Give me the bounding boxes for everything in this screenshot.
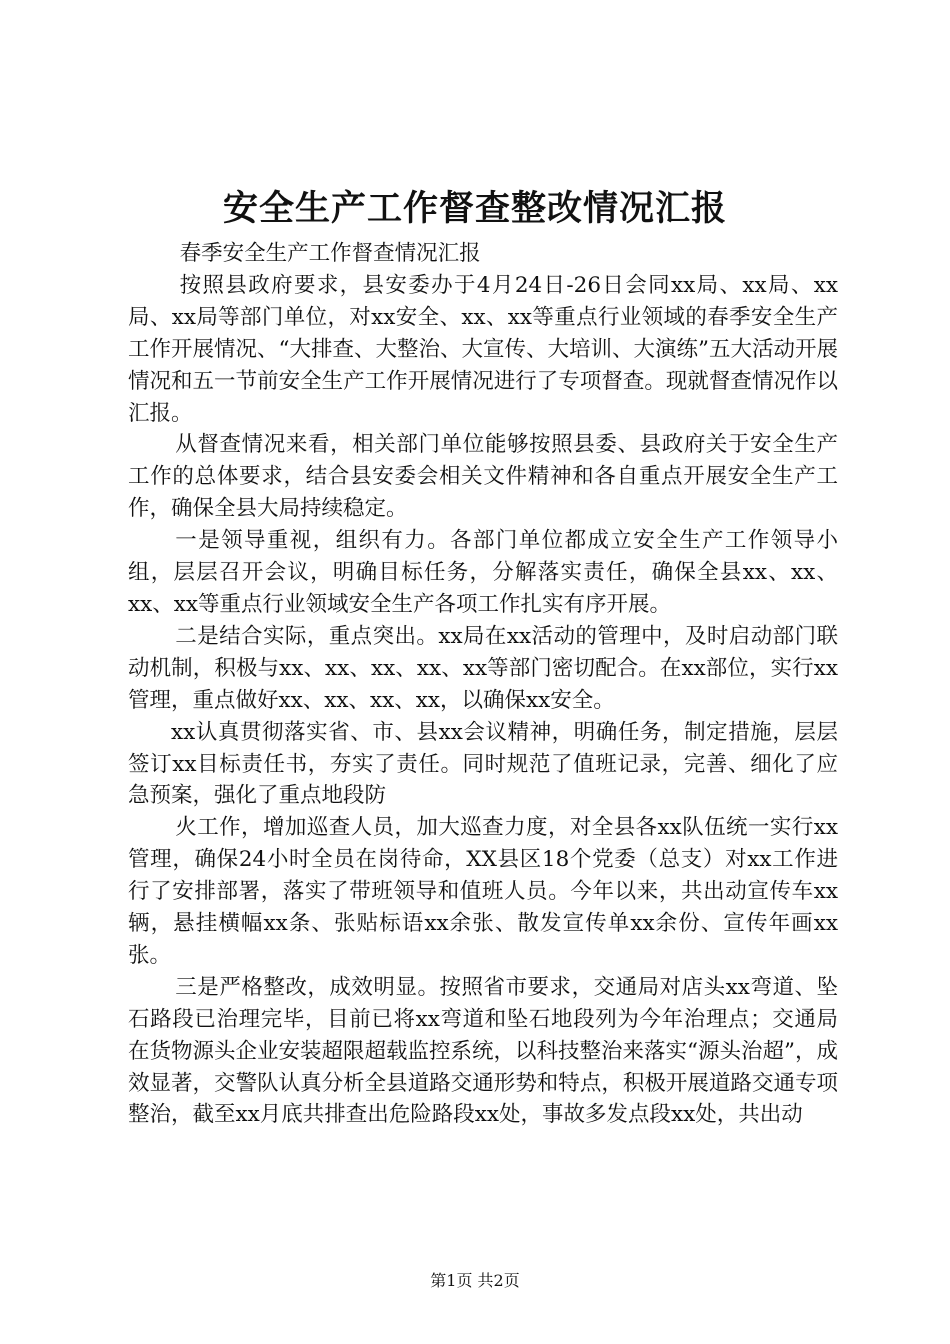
paragraph: 三是严格整改，成效明显。按照省市要求，交通局对店头xx弯道、坠石路段已治理完毕，目前已将xx弯道和坠石地段列为今年治理点；交通局在货物源头企业安装超限超载监控系统，以科技整治来落实“源头治超”，成效显著，交警队认真分析全县道路交通形势和特点，积极开展道路交通专项整治，截至xx月底共排查出危险路段xx处，事故多发点段xx处，共出动: [128, 974, 838, 1128]
page-number-footer: 第1页 共2页: [430, 1271, 520, 1290]
paragraph: 二是结合实际，重点突出。xx局在xx活动的管理中，及时启动部门联动机制，积极与xx、xx、xx、xx、xx等部门密切配合。在xx部位，实行xx管理，重点做好xx、xx、xx、xx，以确保xx安全。: [128, 623, 838, 713]
paragraph: 按照县政府要求，县安委办于4月24日-26日会同xx局、xx局、xx局、xx局等部门单位，对xx安全、xx、xx等重点行业领域的春季安全生产工作开展情况、“大排查、大整治、大宣传、大培训、大演练”五大活动开展情况和五一节前安全生产工作开展情况进行了专项督查。现就督查情况作以汇报。: [128, 272, 838, 426]
document-title: 安全生产工作督查整改情况汇报: [222, 188, 727, 229]
paragraph: 从督查情况来看，相关部门单位能够按照县委、县政府关于安全生产工作的总体要求，结合县安委会相关文件精神和各自重点开展安全生产工作，确保全县大局持续稳定。: [128, 432, 838, 522]
document-body: [128, 238, 838, 1131]
paragraph: xx认真贯彻落实省、市、县xx会议精神，明确任务，制定措施，层层签订xx目标责任书，夯实了责任。同时规范了值班记录，完善、细化了应急预案，强化了重点地段防: [128, 719, 838, 809]
paragraph: 火工作，增加巡查人员，加大巡查力度，对全县各xx队伍统一实行xx管理，确保24小时全员在岗待命，XX县区18个党委（总支）对xx工作进行了安排部署，落实了带班领导和值班人员。今年以来，共出动宣传车xx辆，悬挂横幅xx条、张贴标语xx余张、散发宣传单xx余份、宣传年画xx张。: [128, 815, 838, 968]
paragraph: 一是领导重视，组织有力。各部门单位都成立安全生产工作领导小组，层层召开会议，明确目标任务，分解落实责任，确保全县xx、xx、xx、xx等重点行业领域安全生产各项工作扎实有序开展。: [128, 528, 838, 617]
paragraph-subtitle: 春季安全生产工作督查情况汇报: [179, 241, 481, 266]
